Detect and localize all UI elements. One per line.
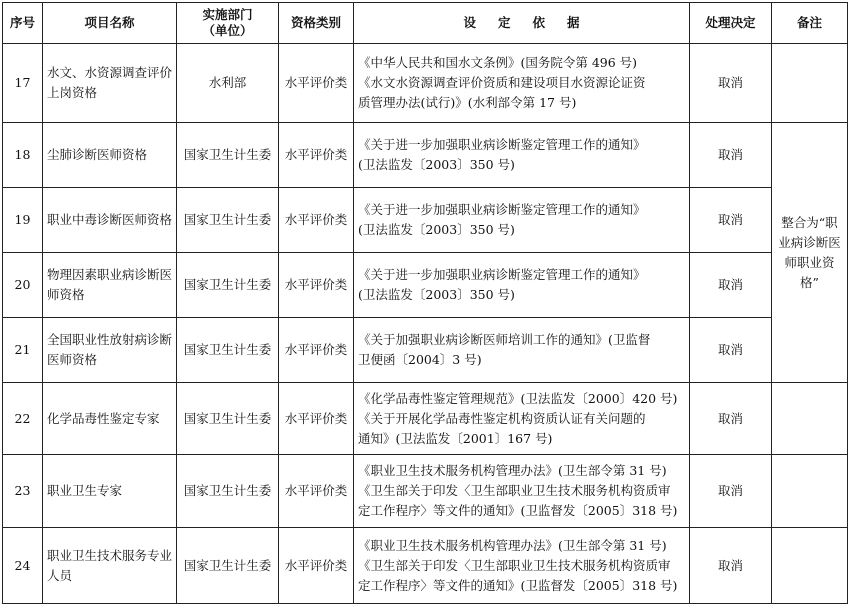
row-decision: 取消 xyxy=(690,455,772,528)
table-row xyxy=(3,455,848,528)
basis-line: 卫便函〔2004〕3 号) xyxy=(358,352,482,367)
row-name: 职业中毒诊断医师资格 xyxy=(43,188,177,253)
row-type: 水平评价类 xyxy=(279,383,354,455)
merged-note: 整合为“职业病诊断医师职业资格” xyxy=(772,123,848,383)
row-name: 物理因素职业病诊断医师资格 xyxy=(43,253,177,318)
header-dept-line1: 实施部门 xyxy=(202,7,253,22)
basis-line: 《卫生部关于印发〈卫生部职业卫生技术服务机构资质审 xyxy=(358,483,671,498)
row-basis xyxy=(354,253,690,318)
basis-line: 《职业卫生技术服务机构管理办法》(卫生部令第 31 号) xyxy=(358,463,667,478)
basis-line: 定工作程序〉等文件的通知》(卫监督发〔2005〕318 号) xyxy=(358,503,678,518)
header-basis xyxy=(354,3,690,44)
table-row xyxy=(3,383,848,455)
row-name: 全国职业性放射病诊断医师资格 xyxy=(43,318,177,383)
table-row xyxy=(3,44,848,123)
table-row xyxy=(3,123,848,188)
row-type: 水平评价类 xyxy=(279,188,354,253)
row-decision: 取消 xyxy=(690,188,772,253)
basis-line: 《化学品毒性鉴定管理规范》(卫法监发〔2000〕420 号) xyxy=(358,390,678,406)
row-basis xyxy=(354,188,690,253)
row-type: 水平评价类 xyxy=(279,528,354,604)
row-note-empty xyxy=(772,455,848,528)
row-basis xyxy=(354,318,690,383)
basis-line: (卫法监发〔2003〕350 号) xyxy=(358,157,515,172)
row-no: 17 xyxy=(3,44,43,123)
row-type: 水平评价类 xyxy=(279,253,354,318)
table-row xyxy=(3,318,848,383)
row-dept: 水利部 xyxy=(177,44,279,123)
header-decision: 处理决定 xyxy=(690,3,772,44)
row-basis xyxy=(354,528,690,604)
basis-line: 《卫生部关于印发〈卫生部职业卫生技术服务机构资质审 xyxy=(358,557,671,573)
basis-line: 通知》(卫法监发〔2001〕167 号) xyxy=(358,430,553,446)
row-no: 19 xyxy=(3,188,43,253)
row-no: 21 xyxy=(3,318,43,383)
row-decision: 取消 xyxy=(690,123,772,188)
row-name: 化学品毒性鉴定专家 xyxy=(43,383,177,455)
header-basis-label: 设定依据 xyxy=(463,15,602,30)
basis-line: 定工作程序〉等文件的通知》(卫监督发〔2005〕318 号) xyxy=(358,577,678,593)
basis-line: 《关于开展化学品毒性鉴定机构资质认证有关问题的 xyxy=(358,410,646,426)
row-no: 18 xyxy=(3,123,43,188)
basis-line: 《中华人民共和国水文条例》(国务院令第 496 号) xyxy=(358,55,638,70)
row-basis xyxy=(354,383,690,455)
row-name: 尘肺诊断医师资格 xyxy=(43,123,177,188)
header-dept xyxy=(177,3,279,44)
row-decision: 取消 xyxy=(690,44,772,123)
row-no: 22 xyxy=(3,383,43,455)
row-note-empty xyxy=(772,44,848,123)
row-decision: 取消 xyxy=(690,318,772,383)
basis-line: 质管理办法(试行)》(水利部令第 17 号) xyxy=(358,95,577,110)
row-type: 水平评价类 xyxy=(279,318,354,383)
basis-line: (卫法监发〔2003〕350 号) xyxy=(358,222,515,237)
row-basis xyxy=(354,455,690,528)
row-note-empty xyxy=(772,528,848,604)
row-basis xyxy=(354,44,690,123)
row-decision: 取消 xyxy=(690,253,772,318)
row-dept: 国家卫生计生委 xyxy=(177,253,279,318)
header-no: 序号 xyxy=(3,3,43,44)
row-name: 职业卫生技术服务专业人员 xyxy=(43,528,177,604)
row-decision: 取消 xyxy=(690,383,772,455)
row-type: 水平评价类 xyxy=(279,44,354,123)
row-dept: 国家卫生计生委 xyxy=(177,188,279,253)
row-dept: 国家卫生计生委 xyxy=(177,455,279,528)
table-row xyxy=(3,188,848,253)
header-name: 项目名称 xyxy=(43,3,177,44)
row-dept: 国家卫生计生委 xyxy=(177,383,279,455)
row-dept: 国家卫生计生委 xyxy=(177,528,279,604)
row-note-empty xyxy=(772,383,848,455)
row-no: 23 xyxy=(3,455,43,528)
row-no: 24 xyxy=(3,528,43,604)
row-dept: 国家卫生计生委 xyxy=(177,123,279,188)
table-row xyxy=(3,528,848,604)
table-row xyxy=(3,253,848,318)
basis-line: 《关于进一步加强职业病诊断鉴定管理工作的通知》 xyxy=(358,137,646,152)
basis-line: 《关于加强职业病诊断医师培训工作的通知》(卫监督 xyxy=(358,332,651,347)
row-dept: 国家卫生计生委 xyxy=(177,318,279,383)
row-name: 水文、水资源调查评价上岗资格 xyxy=(43,44,177,123)
row-basis xyxy=(354,123,690,188)
basis-line: (卫法监发〔2003〕350 号) xyxy=(358,287,515,302)
basis-line: 《水文水资源调查评价资质和建设项目水资源论证资 xyxy=(358,75,646,90)
row-type: 水平评价类 xyxy=(279,123,354,188)
row-no: 20 xyxy=(3,253,43,318)
qualification-table xyxy=(2,2,848,604)
basis-line: 《关于进一步加强职业病诊断鉴定管理工作的通知》 xyxy=(358,202,646,217)
header-type: 资格类别 xyxy=(279,3,354,44)
row-type: 水平评价类 xyxy=(279,455,354,528)
row-name: 职业卫生专家 xyxy=(43,455,177,528)
row-decision: 取消 xyxy=(690,528,772,604)
basis-line: 《职业卫生技术服务机构管理办法》(卫生部令第 31 号) xyxy=(358,537,667,553)
basis-line: 《关于进一步加强职业病诊断鉴定管理工作的通知》 xyxy=(358,267,646,282)
header-row xyxy=(3,3,848,44)
header-note: 备注 xyxy=(772,3,848,44)
header-dept-line2: （单位） xyxy=(202,23,253,38)
